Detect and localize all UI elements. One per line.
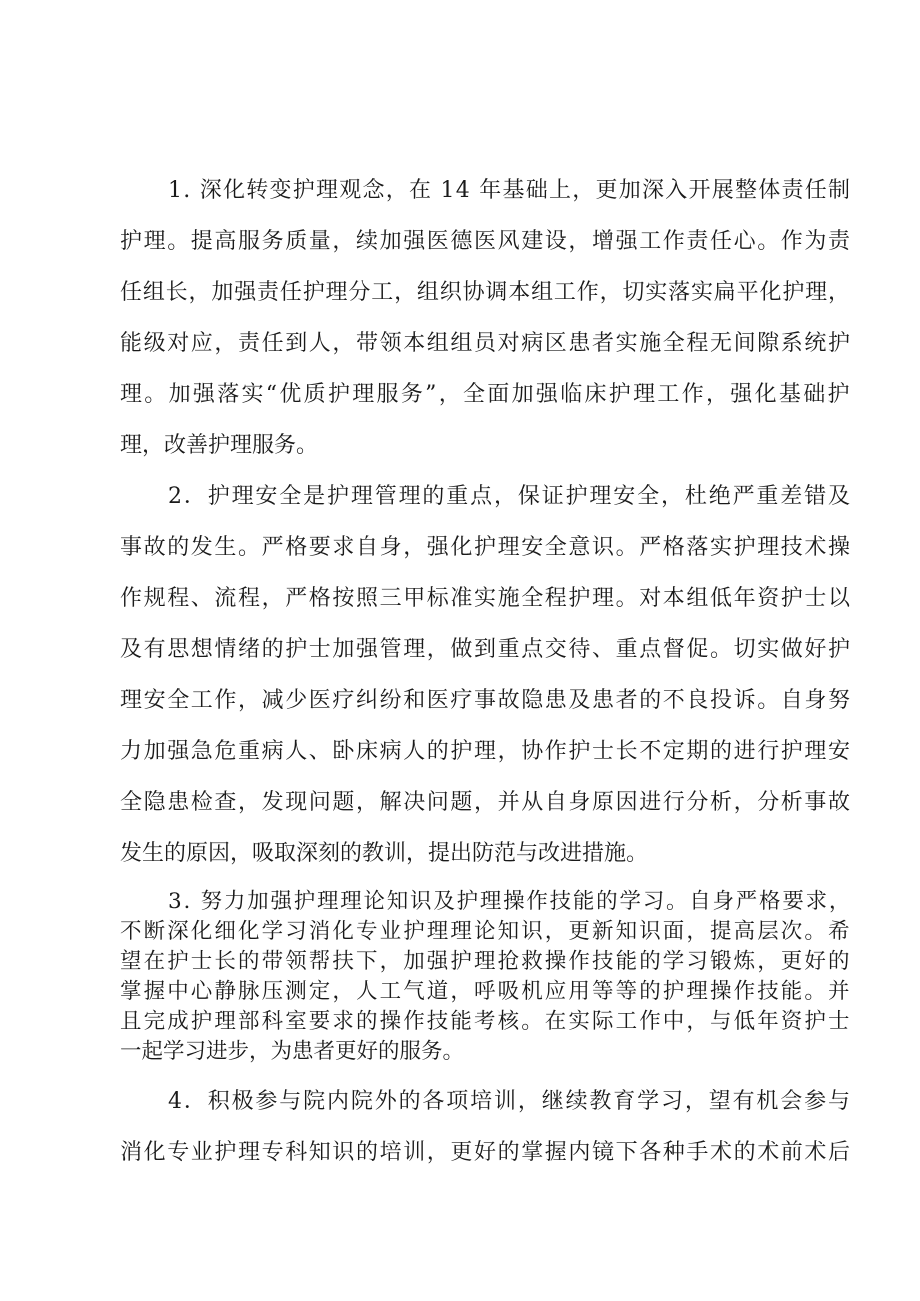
paragraph-line: 及有思想情绪的护士加强管理，做到重点交待、重点督促。切实做好护 (120, 637, 852, 662)
paragraph-line: 理，改善护理服务。 (120, 433, 319, 458)
paragraph-line: 消化专业护理专科知识的培训，更好的掌握内镜下各种手术的术前术后 (120, 1140, 852, 1165)
paragraph-line: 3. 努力加强护理理论知识及护理操作技能的学习。自身严格要求， (168, 889, 853, 914)
paragraph-line: 2．护理安全是护理管理的重点，保证护理安全，杜绝严重差错及 (168, 484, 852, 509)
paragraph-line: 掌握中心静脉压测定，人工气道，呼吸机应用等等的护理操作技能。并 (120, 979, 852, 1004)
paragraph-line: 一起学习进步，为患者更好的服务。 (120, 1039, 465, 1064)
paragraph-line: 全隐患检查，发现问题，解决问题，并从自身原因进行分析，分析事故 (120, 790, 852, 815)
paragraph-line: 发生的原因，吸取深刻的教训，提出防范与改进措施。 (120, 841, 649, 866)
paragraph-line: 1. 深化转变护理观念，在 14 年基础上，更加深入开展整体责任制 (168, 178, 852, 203)
paragraph-line: 事故的发生。严格要求自身，强化护理安全意识。严格落实护理技术操 (120, 535, 852, 560)
paragraph-line: 4．积极参与院内院外的各项培训，继续教育学习，望有机会参与 (168, 1089, 852, 1114)
paragraph-line: 任组长，加强责任护理分工，组织协调本组工作，切实落实扁平化护理， (120, 280, 851, 305)
paragraph-line: 护理。提高服务质量，续加强医德医风建设，增强工作责任心。作为责 (120, 229, 852, 254)
paragraph-line: 作规程、流程，严格按照三甲标准实施全程护理。对本组低年资护士以 (120, 586, 852, 611)
paragraph-line: 能级对应，责任到人，带领本组组员对病区患者实施全程无间隙系统护 (120, 331, 852, 356)
paragraph-line: 力加强急危重病人、卧床病人的护理，协作护士长不定期的进行护理安 (120, 739, 852, 764)
paragraph-line: 理安全工作，减少医疗纠纷和医疗事故隐患及患者的不良投诉。自身努 (120, 688, 852, 713)
paragraph-line: 且完成护理部科室要求的操作技能考核。在实际工作中，与低年资护士 (120, 1009, 852, 1034)
paragraph-line: 不断深化细化学习消化专业护理理论知识，更新知识面，提高层次。希 (120, 919, 852, 944)
paragraph-line: 望在护士长的带领帮扶下，加强护理抢救操作技能的学习锻炼，更好的 (120, 949, 852, 974)
paragraph-line: 理。加强落实“优质护理服务”，全面加强临床护理工作，强化基础护 (120, 382, 852, 407)
